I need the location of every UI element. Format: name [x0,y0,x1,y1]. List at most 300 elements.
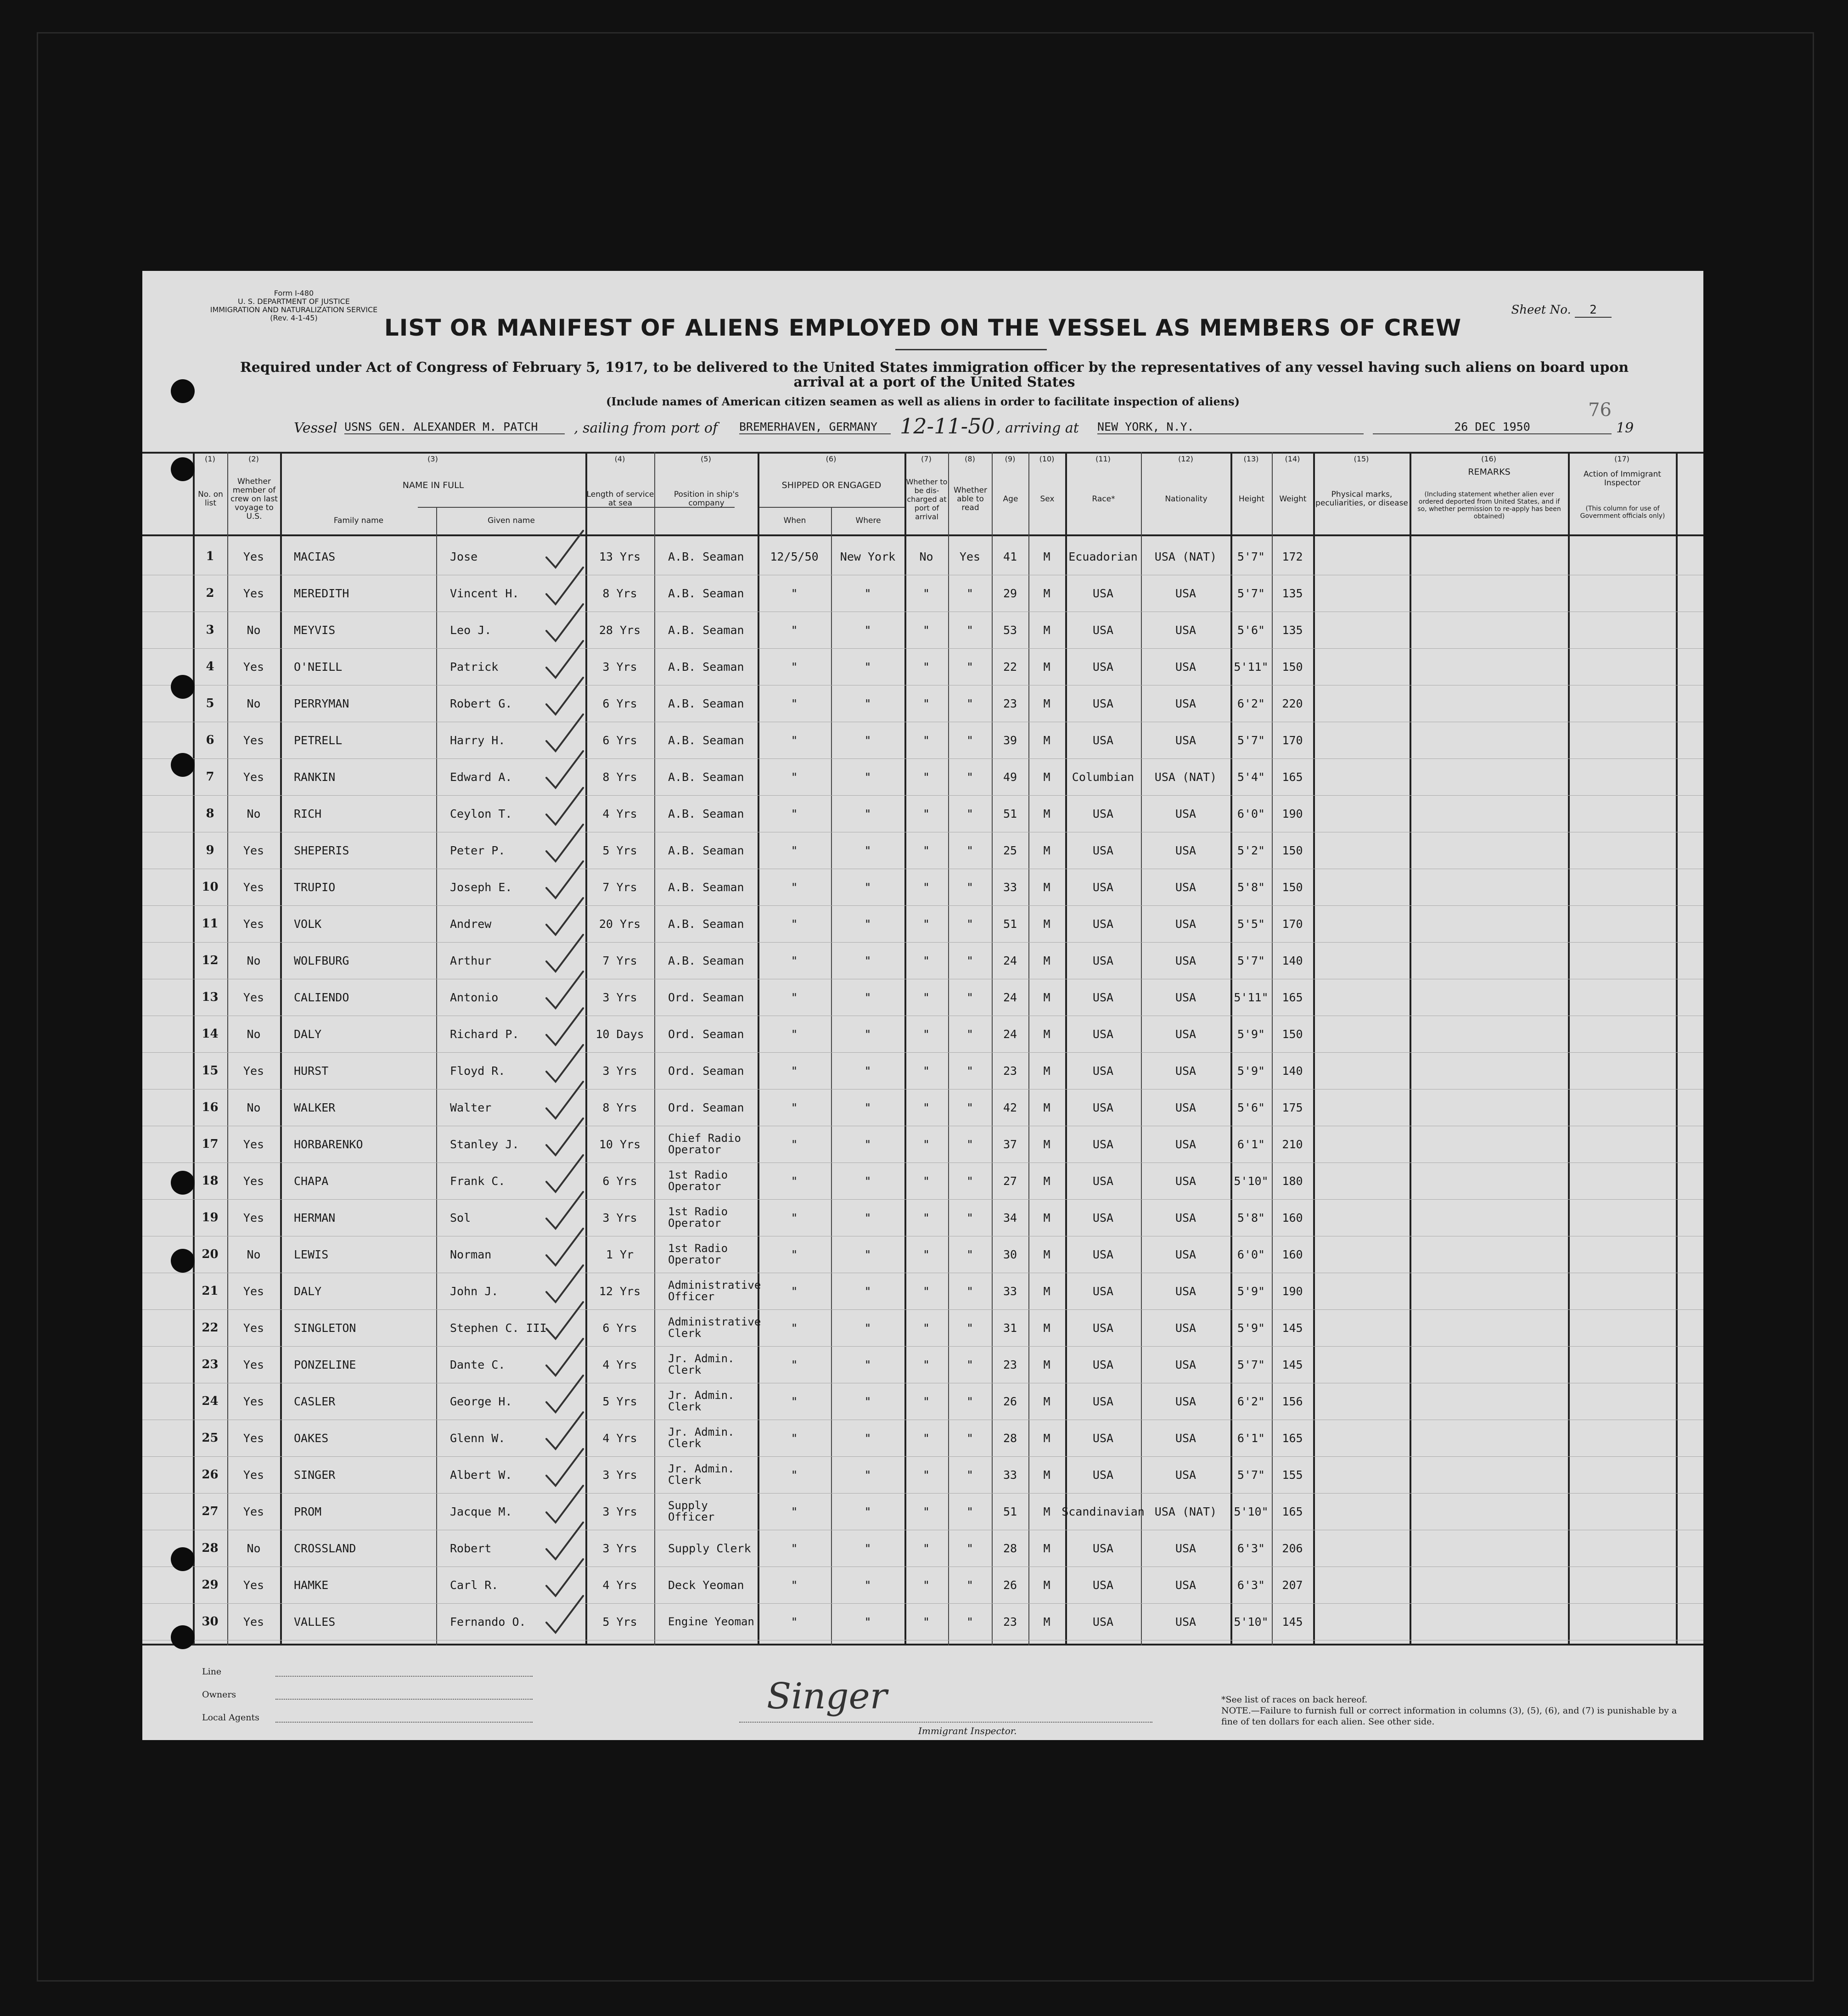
cell-given: Arthur [450,954,492,967]
cell-race: Scandinavian [1062,1505,1145,1518]
cell-weight: 190 [1282,807,1303,820]
cell-position: Ord. Seaman [668,1101,744,1114]
cell-nat: USA [1175,696,1196,710]
col-number: (9) [1005,455,1016,463]
cell-weight: 207 [1282,1578,1303,1592]
cell-service: 4 Yrs [602,1578,637,1592]
crew-table [142,452,1703,1645]
row-rule [142,942,1703,943]
cell-height: 5'7" [1237,733,1265,747]
cell-position: Jr. Admin. Clerk [668,1389,735,1413]
cell-service: 10 Yrs [599,1137,641,1151]
table-row [142,796,1703,831]
cell-sex: M [1043,1615,1050,1629]
cell-read: " [966,1284,974,1298]
cell-disch: " [922,1394,930,1408]
cell-age: 34 [1003,1211,1017,1224]
row-rule [142,1309,1703,1310]
punch-hole [171,1249,195,1273]
cell-position: Ord. Seaman [668,990,744,1004]
cell-sex: M [1043,623,1050,637]
cell-position: Ord. Seaman [668,1064,744,1078]
row-rule [142,648,1703,649]
cell-position: A.B. Seaman [668,733,744,747]
cell-weight: 190 [1282,1284,1303,1298]
cell-when: " [791,954,798,967]
cell-disch: " [922,843,930,857]
cell-height: 6'2" [1237,1394,1265,1408]
header-age: Age [1003,494,1018,504]
manifest-sheet [142,271,1703,1740]
table-row [142,1274,1703,1308]
cell-race: USA [1092,954,1114,967]
cell-age: 25 [1003,843,1017,857]
cell-race: USA [1092,586,1114,600]
header-weight: Weight [1279,494,1307,504]
table-row [142,1567,1703,1602]
cell-position: Supply Clerk [668,1541,751,1555]
cell-race: USA [1092,1174,1114,1188]
cell-race: USA [1092,1394,1114,1408]
cell-given: Richard P. [450,1027,519,1041]
col-number: (15) [1354,455,1369,463]
cell-sex: M [1043,1101,1050,1114]
header-name-in-full: NAME IN FULL [402,480,464,490]
cell-prev: Yes [243,1174,264,1188]
cell-family: PONZELINE [294,1358,356,1371]
cell-family: HORBARENKO [294,1137,363,1151]
cell-race: USA [1092,807,1114,820]
cell-age: 30 [1003,1247,1017,1261]
cell-weight: 150 [1282,880,1303,894]
cell-family: WALKER [294,1101,336,1114]
footnotes [1221,1694,1680,1727]
cell-position: Supply Officer [668,1499,715,1523]
table-row [142,1457,1703,1492]
cell-service: 5 Yrs [602,843,637,857]
cell-weight: 155 [1282,1468,1303,1482]
col-number: (12) [1178,455,1193,463]
cell-weight: 145 [1282,1358,1303,1371]
cell-family: HURST [294,1064,329,1078]
cell-height: 5'10" [1234,1615,1269,1629]
cell-race: USA [1092,1321,1114,1335]
cell-family: HAMKE [294,1578,329,1592]
row-rule [142,758,1703,759]
table-row [142,1604,1703,1639]
cell-read: " [966,733,974,747]
cell-nat: USA [1175,733,1196,747]
cell-position: Jr. Admin. Clerk [668,1462,735,1487]
header-inspector-action: Action of Immigrant Inspector [1584,470,1661,488]
cell-service: 3 Yrs [602,1505,637,1518]
cell-nat: USA [1175,1284,1196,1298]
cell-where: " [864,1284,871,1298]
col-number: (2) [248,455,259,463]
cell-race: USA [1092,1284,1114,1298]
cell-read: " [966,807,974,820]
cell-no: 1 [206,550,214,563]
cell-weight: 210 [1282,1137,1303,1151]
cell-position: A.B. Seaman [668,917,744,931]
cell-disch: " [922,586,930,600]
col-number: (16) [1481,455,1496,463]
cell-weight: 220 [1282,696,1303,710]
cell-prev: Yes [243,1431,264,1445]
agents-field [275,1722,533,1723]
cell-given: Dante C. [450,1358,506,1371]
cell-family: CHAPA [294,1174,329,1188]
cell-when: " [791,1101,798,1114]
cell-no: 7 [206,770,214,784]
cell-service: 8 Yrs [602,1101,637,1114]
cell-prev: Yes [243,1137,264,1151]
cell-service: 3 Yrs [602,1211,637,1224]
cell-service: 8 Yrs [602,586,637,600]
header-physical-marks: Physical marks, peculiarities, or disease [1315,490,1408,508]
arrival-port: NEW YORK, N.Y. [1097,420,1364,434]
cell-no: 24 [202,1394,219,1408]
cell-when: " [791,1615,798,1629]
cell-where: " [864,990,871,1004]
cell-given: John J. [450,1284,499,1298]
table-bottom-rule [142,1644,1703,1645]
cell-age: 49 [1003,770,1017,784]
cell-height: 6'0" [1237,807,1265,820]
cell-given: Joseph E. [450,880,512,894]
cell-prev: Yes [243,770,264,784]
cell-sex: M [1043,770,1050,784]
cell-no: 9 [206,843,214,857]
cell-no: 18 [202,1174,219,1188]
cell-no: 2 [206,586,214,600]
cell-read: " [966,1101,974,1114]
cell-race: USA [1092,990,1114,1004]
cell-read: " [966,1027,974,1041]
cell-age: 51 [1003,807,1017,820]
cell-service: 1 Yr [606,1247,634,1261]
cell-family: VOLK [294,917,322,931]
header-remarks: REMARKS [1468,466,1511,477]
cell-position: A.B. Seaman [668,954,744,967]
cell-prev: Yes [243,550,264,563]
cell-where: " [864,1247,871,1261]
cell-race: USA [1092,1101,1114,1114]
cell-where: " [864,1541,871,1555]
cell-prev: No [247,696,261,710]
cell-nat: USA [1175,1247,1196,1261]
col-number: (10) [1039,455,1055,463]
cell-where: " [864,586,871,600]
cell-age: 29 [1003,586,1017,600]
cell-age: 23 [1003,696,1017,710]
cell-nat: USA [1175,1211,1196,1224]
cell-position: A.B. Seaman [668,843,744,857]
cell-race: USA [1092,1468,1114,1482]
sailing-label: , sailing from port of [574,420,718,436]
cell-when: " [791,1027,798,1041]
cell-family: MEREDITH [294,586,349,600]
cell-disch: " [922,1027,930,1041]
header-position: Position in ship's company [674,490,739,508]
cell-where: " [864,1505,871,1518]
cell-when: " [791,1137,798,1151]
cell-sex: M [1043,917,1050,931]
vessel-label: Vessel [294,420,337,436]
cell-weight: 145 [1282,1615,1303,1629]
cell-nat: USA [1175,1468,1196,1482]
cell-when: " [791,1358,798,1371]
cell-disch: " [922,807,930,820]
cell-given: Stanley J. [450,1137,519,1151]
agents-label: Local Agents [202,1713,259,1723]
cell-sex: M [1043,1321,1050,1335]
cell-height: 5'9" [1237,1064,1265,1078]
cell-when: " [791,623,798,637]
table-row [142,1200,1703,1235]
table-row [142,1090,1703,1125]
cell-disch: " [922,1321,930,1335]
header-sex: Sex [1040,494,1055,504]
cell-height: 5'11" [1234,990,1269,1004]
punch-hole [171,675,195,699]
row-rule [142,1493,1703,1494]
cell-sex: M [1043,550,1050,563]
cell-position: Administrative Clerk [668,1315,761,1340]
punch-hole [171,379,195,403]
cell-given: Peter P. [450,843,506,857]
col-number: (7) [921,455,932,463]
table-row [142,1310,1703,1345]
cell-read: " [966,1174,974,1188]
cell-where: " [864,1137,871,1151]
cell-disch: " [922,1174,930,1188]
table-row [142,833,1703,868]
table-row [142,612,1703,647]
cell-weight: 150 [1282,843,1303,857]
cell-where: " [864,1211,871,1224]
cell-when: " [791,1578,798,1592]
cell-service: 7 Yrs [602,954,637,967]
row-rule [142,795,1703,796]
cell-weight: 140 [1282,954,1303,967]
cell-disch: " [922,1541,930,1555]
cell-disch: " [922,954,930,967]
cell-position: A.B. Seaman [668,880,744,894]
cell-read: Yes [959,550,981,563]
cell-age: 23 [1003,1064,1017,1078]
cell-no: 27 [202,1505,219,1518]
cell-where: " [864,807,871,820]
cell-when: " [791,1064,798,1078]
cell-nat: USA [1175,586,1196,600]
cell-height: 5'7" [1237,550,1265,563]
cell-no: 28 [202,1541,219,1555]
cell-nat: USA [1175,843,1196,857]
cell-given: Vincent H. [450,586,519,600]
cell-no: 25 [202,1431,219,1445]
cell-no: 3 [206,623,214,637]
cell-height: 5'9" [1237,1284,1265,1298]
cell-family: OAKES [294,1431,329,1445]
cell-service: 6 Yrs [602,733,637,747]
cell-given: Jacque M. [450,1505,512,1518]
cell-no: 5 [206,696,214,710]
cell-prev: Yes [243,1321,264,1335]
cell-height: 6'3" [1237,1541,1265,1555]
cell-age: 27 [1003,1174,1017,1188]
cell-height: 5'10" [1234,1174,1269,1188]
cell-disch: " [922,1615,930,1629]
cell-age: 53 [1003,623,1017,637]
cell-no: 4 [206,660,214,674]
cell-read: " [966,660,974,674]
cell-where: " [864,1468,871,1482]
cell-where: " [864,1174,871,1188]
cell-service: 3 Yrs [602,990,637,1004]
cell-read: " [966,1358,974,1371]
cell-sex: M [1043,1358,1050,1371]
cell-service: 6 Yrs [602,1174,637,1188]
cell-when: " [791,1431,798,1445]
cell-prev: No [247,1101,261,1114]
table-row [142,1053,1703,1088]
cell-position: A.B. Seaman [668,696,744,710]
header-when: When [783,516,806,525]
table-row [142,1347,1703,1382]
cell-sex: M [1043,1431,1050,1445]
cell-race: USA [1092,1358,1114,1371]
cell-sex: M [1043,990,1050,1004]
cell-height: 5'6" [1237,623,1265,637]
cell-where: " [864,917,871,931]
cell-where: " [864,1101,871,1114]
cell-height: 5'9" [1237,1027,1265,1041]
cell-family: CROSSLAND [294,1541,356,1555]
service-name: IMMIGRATION AND NATURALIZATION SERVICE [210,305,378,314]
punch-hole [171,457,195,481]
table-row [142,576,1703,611]
cell-sex: M [1043,1211,1050,1224]
cell-family: DALY [294,1284,322,1298]
cell-service: 3 Yrs [602,1064,637,1078]
sheet-number-value: 2 [1575,303,1612,318]
cell-family: CALIENDO [294,990,349,1004]
cell-no: 17 [202,1137,219,1151]
cell-weight: 175 [1282,1101,1303,1114]
cell-where: " [864,1431,871,1445]
table-row [142,1127,1703,1162]
cell-height: 6'2" [1237,696,1265,710]
cell-when: " [791,1321,798,1335]
cell-read: " [966,1394,974,1408]
cell-disch: " [922,660,930,674]
cell-read: " [966,696,974,710]
cell-sex: M [1043,1394,1050,1408]
punch-hole [171,1171,195,1195]
cell-read: " [966,586,974,600]
cell-height: 6'1" [1237,1431,1265,1445]
cell-disch: " [922,1431,930,1445]
cell-given: Sol [450,1211,471,1224]
cell-no: 30 [202,1615,219,1629]
cell-disch: " [922,696,930,710]
cell-family: PROM [294,1505,322,1518]
cell-prev: Yes [243,917,264,931]
cell-family: LEWIS [294,1247,329,1261]
cell-when: " [791,807,798,820]
cell-prev: Yes [243,1394,264,1408]
cell-age: 28 [1003,1541,1017,1555]
table-row [142,1421,1703,1455]
cell-service: 4 Yrs [602,807,637,820]
cell-position: Jr. Admin. Clerk [668,1426,735,1450]
header-remarks-note: (Including statement whether alien ever ordered deported from United States, and if so, whether permission to re-apply has been obtained) [1417,491,1561,520]
cell-position: Administrative Officer [668,1279,761,1303]
cell-when: " [791,770,798,784]
cell-height: 5'7" [1237,1358,1265,1371]
cell-race: USA [1092,843,1114,857]
cell-read: " [966,954,974,967]
cell-no: 6 [206,733,214,747]
cell-given: Carl R. [450,1578,499,1592]
cell-when: " [791,990,798,1004]
cell-height: 5'8" [1237,1211,1265,1224]
cell-weight: 156 [1282,1394,1303,1408]
cell-when: " [791,1505,798,1518]
cell-race: USA [1092,917,1114,931]
row-rule [142,1162,1703,1163]
cell-nat: USA (NAT) [1154,1505,1217,1518]
cell-nat: USA [1175,1027,1196,1041]
cell-read: " [966,917,974,931]
cell-nat: USA [1175,1394,1196,1408]
cell-where: " [864,733,871,747]
cell-family: VALLES [294,1615,336,1629]
cell-position: A.B. Seaman [668,770,744,784]
cell-service: 7 Yrs [602,880,637,894]
cell-sex: M [1043,1468,1050,1482]
cell-service: 12 Yrs [599,1284,641,1298]
cell-service: 8 Yrs [602,770,637,784]
cell-race: USA [1092,1137,1114,1151]
cell-sex: M [1043,1284,1050,1298]
cell-given: Patrick [450,660,499,674]
cell-no: 11 [202,917,219,931]
cell-age: 23 [1003,1615,1017,1629]
cell-family: O'NEILL [294,660,343,674]
cell-given: Glenn W. [450,1431,506,1445]
cell-nat: USA [1175,1431,1196,1445]
cell-race: USA [1092,623,1114,637]
cell-age: 33 [1003,880,1017,894]
cell-family: DALY [294,1027,322,1041]
cell-race: USA [1092,1578,1114,1592]
cell-prev: No [247,1247,261,1261]
cell-sex: M [1043,954,1050,967]
cell-height: 5'7" [1237,1468,1265,1482]
cell-age: 24 [1003,954,1017,967]
cell-when: " [791,1541,798,1555]
header-family-name: Family name [333,516,384,525]
cell-prev: Yes [243,586,264,600]
title-rule [895,349,1047,350]
cell-prev: Yes [243,1578,264,1592]
cell-race: USA [1092,1211,1114,1224]
cell-where: " [864,843,871,857]
cell-family: SINGLETON [294,1321,356,1335]
inspector-label: Immigrant Inspector. [918,1725,1017,1736]
